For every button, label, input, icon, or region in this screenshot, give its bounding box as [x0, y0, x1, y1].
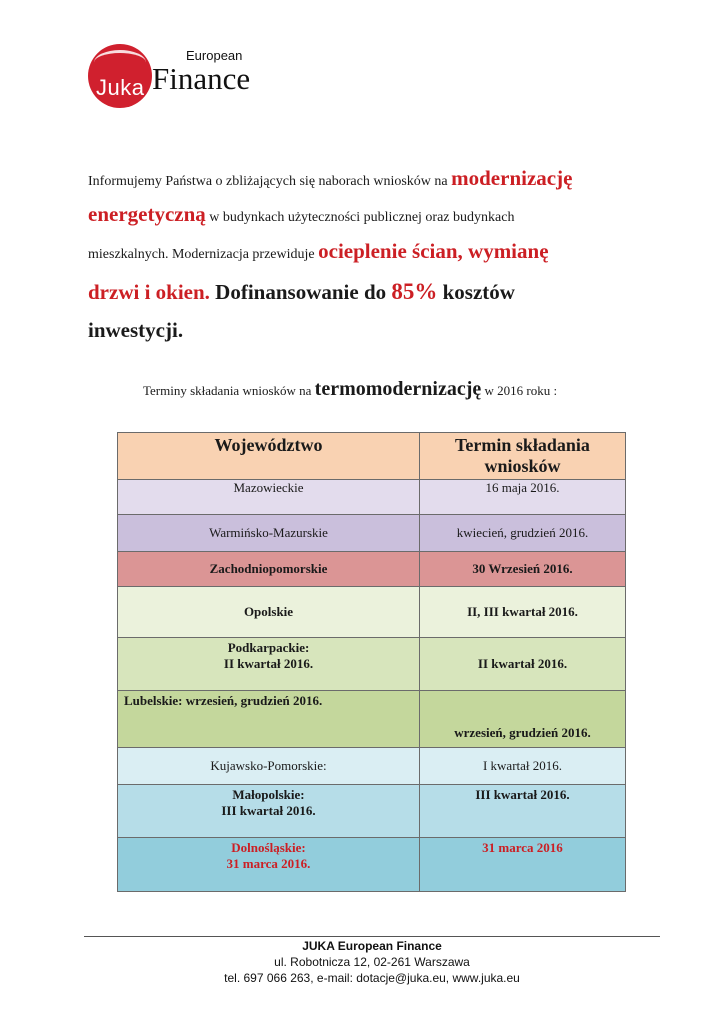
deadline-cell: 16 maja 2016.	[420, 480, 626, 515]
funding-text: kosztów	[437, 280, 515, 304]
deadline-cell: II, III kwartał 2016.	[420, 587, 626, 638]
header-region: Województwo	[118, 433, 420, 480]
table-header-row	[118, 433, 626, 480]
intro-line-1	[88, 168, 572, 189]
footer-company-name: JUKA European Finance	[302, 939, 442, 953]
intro-line-2	[88, 204, 514, 225]
table-row	[118, 691, 626, 748]
footer	[84, 938, 660, 986]
funding-text: inwestycji.	[88, 318, 184, 342]
company-logo	[88, 44, 258, 114]
deadline-cell: I kwartał 2016.	[420, 748, 626, 785]
highlight-text: modernizację	[451, 166, 573, 190]
header-deadline	[420, 433, 626, 480]
highlight-text: drzwi i okien.	[88, 280, 210, 304]
header-deadline-line1: Termin składania	[455, 435, 590, 455]
terms-heading	[143, 378, 557, 401]
highlight-text: energetyczną	[88, 202, 206, 226]
highlight-text: ocieplenie ścian, wymianę	[318, 239, 549, 263]
region-cell	[118, 785, 420, 838]
intro-line-5	[88, 320, 183, 341]
table-row	[118, 515, 626, 552]
deadline-cell: wrzesień, grudzień 2016.	[420, 691, 626, 748]
logo-juka-text: Juka	[96, 75, 145, 100]
region-cell: Mazowieckie	[118, 480, 420, 515]
logo-finance-text: Finance	[152, 61, 251, 96]
terms-text: w 2016 roku :	[481, 383, 558, 398]
deadline-cell: 30 Wrzesień 2016.	[420, 552, 626, 587]
table-row	[118, 748, 626, 785]
footer-contact: tel. 697 066 263, e-mail: dotacje@juka.eu, www.juka.eu	[224, 971, 520, 985]
deadline-cell: II kwartał 2016.	[420, 638, 626, 691]
header-deadline-line2: wniosków	[484, 456, 561, 476]
intro-text: mieszkalnych. Modernizacja przewiduje	[88, 247, 319, 262]
intro-text: w budynkach użyteczności publicznej oraz budynkach	[205, 210, 515, 225]
region-term: III kwartał 2016.	[221, 803, 316, 818]
deadline-cell: kwiecień, grudzień 2016.	[420, 515, 626, 552]
deadline-cell: III kwartał 2016.	[420, 785, 626, 838]
deadlines-table	[117, 432, 626, 892]
region-term: 31 marca 2016.	[226, 856, 311, 871]
region-cell: Opolskie	[118, 587, 420, 638]
table-row	[118, 480, 626, 515]
region-cell	[118, 838, 420, 892]
table-row	[118, 587, 626, 638]
region-name: Małopolskie:	[232, 787, 305, 802]
region-cell: Lubelskie: wrzesień, grudzień 2016.	[118, 691, 420, 748]
table-row	[118, 552, 626, 587]
region-name: Podkarpackie:	[227, 640, 310, 655]
table-row	[118, 785, 626, 838]
funding-text: Dofinansowanie do	[209, 280, 392, 304]
terms-highlight: termomodernizację	[314, 378, 482, 400]
region-cell: Warmińsko-Mazurskie	[118, 515, 420, 552]
logo-european-text: European	[186, 48, 243, 63]
table-row	[118, 838, 626, 892]
table-row	[118, 638, 626, 691]
footer-divider	[84, 936, 660, 937]
terms-text: Terminy składania wniosków na	[143, 383, 315, 398]
intro-line-4	[88, 280, 515, 303]
region-cell: Kujawsko-Pomorskie:	[118, 748, 420, 785]
intro-line-3	[88, 241, 549, 262]
logo-swoosh	[94, 50, 146, 75]
deadline-cell: 31 marca 2016	[420, 838, 626, 892]
region-cell	[118, 638, 420, 691]
footer-address: ul. Robotnicza 12, 02-261 Warszawa	[274, 955, 470, 969]
region-term: II kwartał 2016.	[223, 656, 314, 671]
funding-percent: 85%	[391, 279, 438, 304]
intro-text: Informujemy Państwa o zbliżających się naborach wniosków na	[88, 174, 452, 189]
region-cell: Zachodniopomorskie	[118, 552, 420, 587]
region-name: Dolnośląskie:	[231, 840, 306, 855]
